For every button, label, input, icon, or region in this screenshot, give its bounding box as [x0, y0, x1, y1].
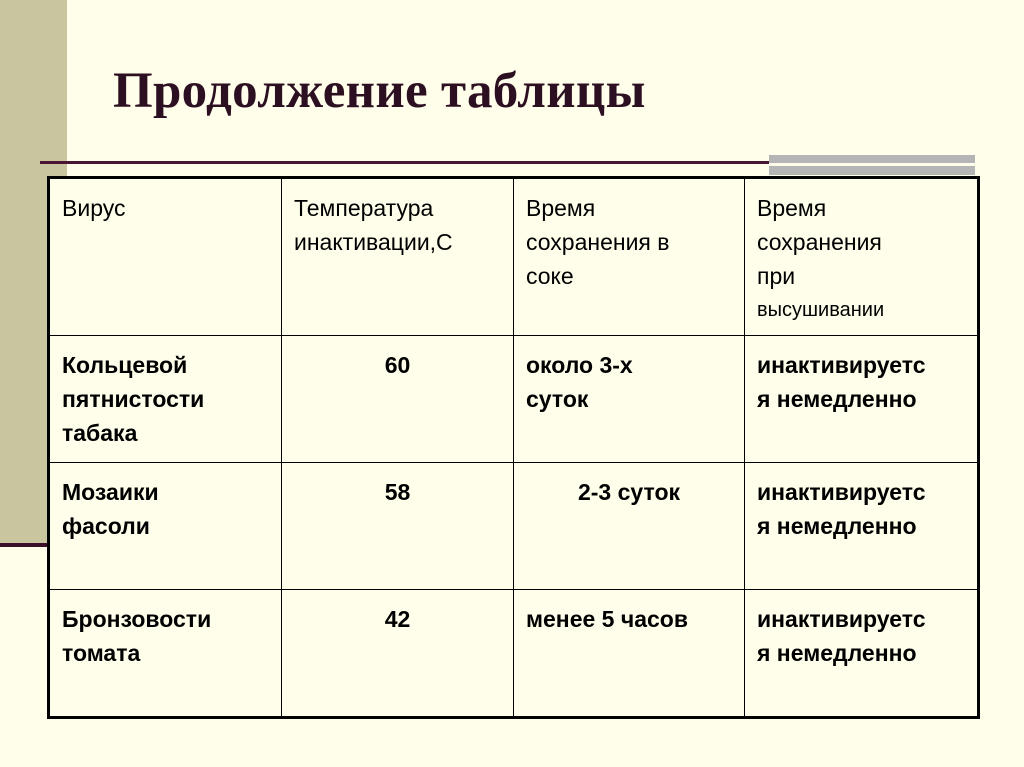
- header-dried-time: Время сохранения при высушивании: [745, 178, 979, 336]
- decorative-gray-block: [769, 155, 975, 175]
- cell-virus: Мозаики фасоли: [49, 463, 282, 590]
- slide-title: Продолжение таблицы: [113, 63, 646, 119]
- cell-juice-time: менее 5 часов: [514, 590, 745, 718]
- table-row: [49, 336, 979, 463]
- table-header-row: [49, 178, 979, 336]
- cell-virus: Кольцевой пятнистости табака: [49, 336, 282, 463]
- cell-temperature: 42: [282, 590, 514, 718]
- table-row: [49, 590, 979, 718]
- cell-virus: Бронзовости томата: [49, 590, 282, 718]
- virus-table: [47, 176, 980, 719]
- cell-juice-time: 2-3 суток: [514, 463, 745, 590]
- cell-dried-time: инактивируетс я немедленно: [745, 463, 979, 590]
- header-juice-time: Время сохранения в соке: [514, 178, 745, 336]
- cell-temperature: 58: [282, 463, 514, 590]
- header-virus: Вирус: [49, 178, 282, 336]
- cell-dried-time: инактивируетс я немедленно: [745, 336, 979, 463]
- cell-juice-time: около 3-х суток: [514, 336, 745, 463]
- header-temperature: Температура инактивации,С: [282, 178, 514, 336]
- table-row: [49, 463, 979, 590]
- cell-temperature: 60: [282, 336, 514, 463]
- cell-dried-time: инактивируетс я немедленно: [745, 590, 979, 718]
